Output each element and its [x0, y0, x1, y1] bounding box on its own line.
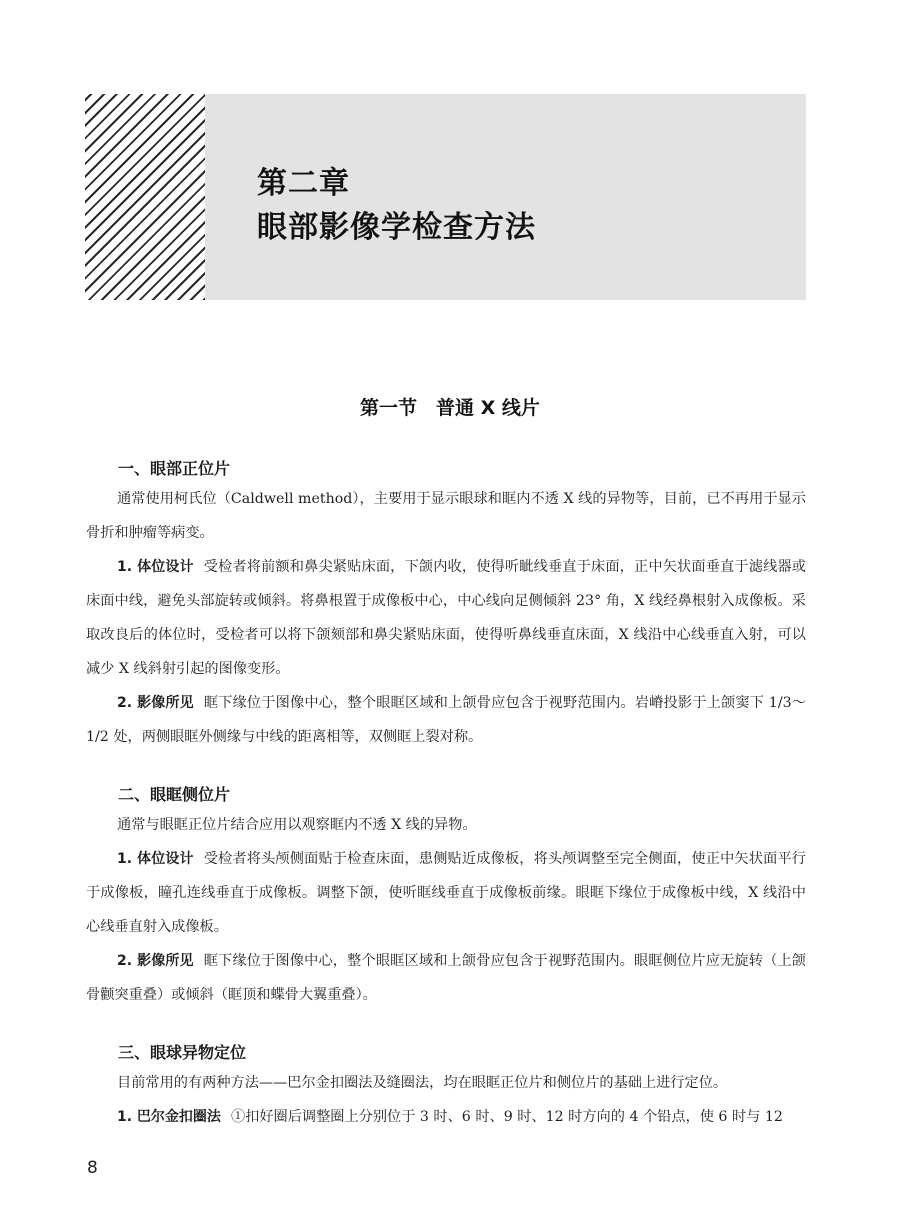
hatch-decoration: [85, 94, 205, 300]
paragraph: [86, 550, 806, 686]
section-title: 第一节 普通 X 线片: [360, 397, 540, 419]
paragraph: [86, 944, 806, 1012]
term-label: 1. 巴尔金扣圈法: [117, 1109, 221, 1125]
paragraph-text: 眶下缘位于图像中心，整个眼眶区域和上颌骨应包含于视野范围内。眼眶侧位片应无旋转（上颌骨颧突重叠）或倾斜（眶顶和蝶骨大翼重叠）。: [86, 953, 806, 1003]
term-label: 1. 体位设计: [117, 559, 194, 575]
paragraph-text: 受检者将前额和鼻尖紧贴床面，下颌内收，使得听眦线垂直于床面，正中矢状面垂直于滤线器或床面中线，避免头部旋转或倾斜。将鼻根置于成像板中心，中心线向足侧倾斜 23° 角，X 线经鼻根射入成像板。采取改良后的体位时，受检者可以将下颌颏部和鼻尖紧贴床面，使得听鼻线垂直床面，X 线沿中心线垂直入射，可以减少 X 线斜射引起的图像变形。: [86, 559, 806, 677]
paragraph-text: 眶下缘位于图像中心，整个眼眶区域和上颌骨应包含于视野范围内。岩嵴投影于上颌窦下 1/3～1/2 处，两侧眼眶外侧缘与中线的距离相等，双侧眶上裂对称。: [86, 695, 806, 745]
page-number: 8: [87, 1158, 98, 1178]
term-label: 2. 影像所见: [117, 953, 194, 969]
chapter-banner: [85, 94, 806, 300]
term-label: 1. 体位设计: [117, 851, 194, 867]
paragraph: 通常使用柯氏位（Caldwell method），主要用于显示眼球和眶内不透 X 线的异物等，目前，已不再用于显示骨折和肿瘤等病变。: [86, 491, 806, 541]
term-label: 2. 影像所见: [117, 695, 194, 711]
subsection-heading: 三、眼球异物定位: [118, 1043, 247, 1062]
paragraph: [86, 686, 806, 754]
subsection-heading: 二、眼眶侧位片: [118, 785, 231, 804]
paragraph-text: ①扣好圈后调整圈上分别位于 3 时、6 时、9 时、12 时方向的 4 个铅点，使 6 时与 12: [230, 1109, 783, 1125]
paragraph: [86, 842, 806, 944]
paragraph: 通常与眼眶正位片结合应用以观察眶内不透 X 线的异物。: [117, 817, 477, 833]
paragraph-text: 受检者将头颅侧面贴于检查床面，患侧贴近成像板，将头颅调整至完全侧面，使正中矢状面平行于成像板，瞳孔连线垂直于成像板。调整下颌，使听眶线垂直于成像板前缘。眼眶下缘位于成像板中线，X 线沿中心线垂直射入成像板。: [86, 851, 806, 935]
paragraph: 目前常用的有两种方法——巴尔金扣圈法及缝圈法，均在眼眶正位片和侧位片的基础上进行定位。: [117, 1075, 728, 1091]
spacer: [86, 1012, 806, 1040]
chapter-title: 眼部影像学检查方法: [257, 210, 536, 245]
spacer: [86, 754, 806, 782]
page-content: [86, 456, 806, 1134]
chapter-number: 第二章: [257, 166, 350, 201]
paragraph: [86, 1100, 806, 1134]
subsection-heading: 一、眼部正位片: [118, 459, 231, 478]
